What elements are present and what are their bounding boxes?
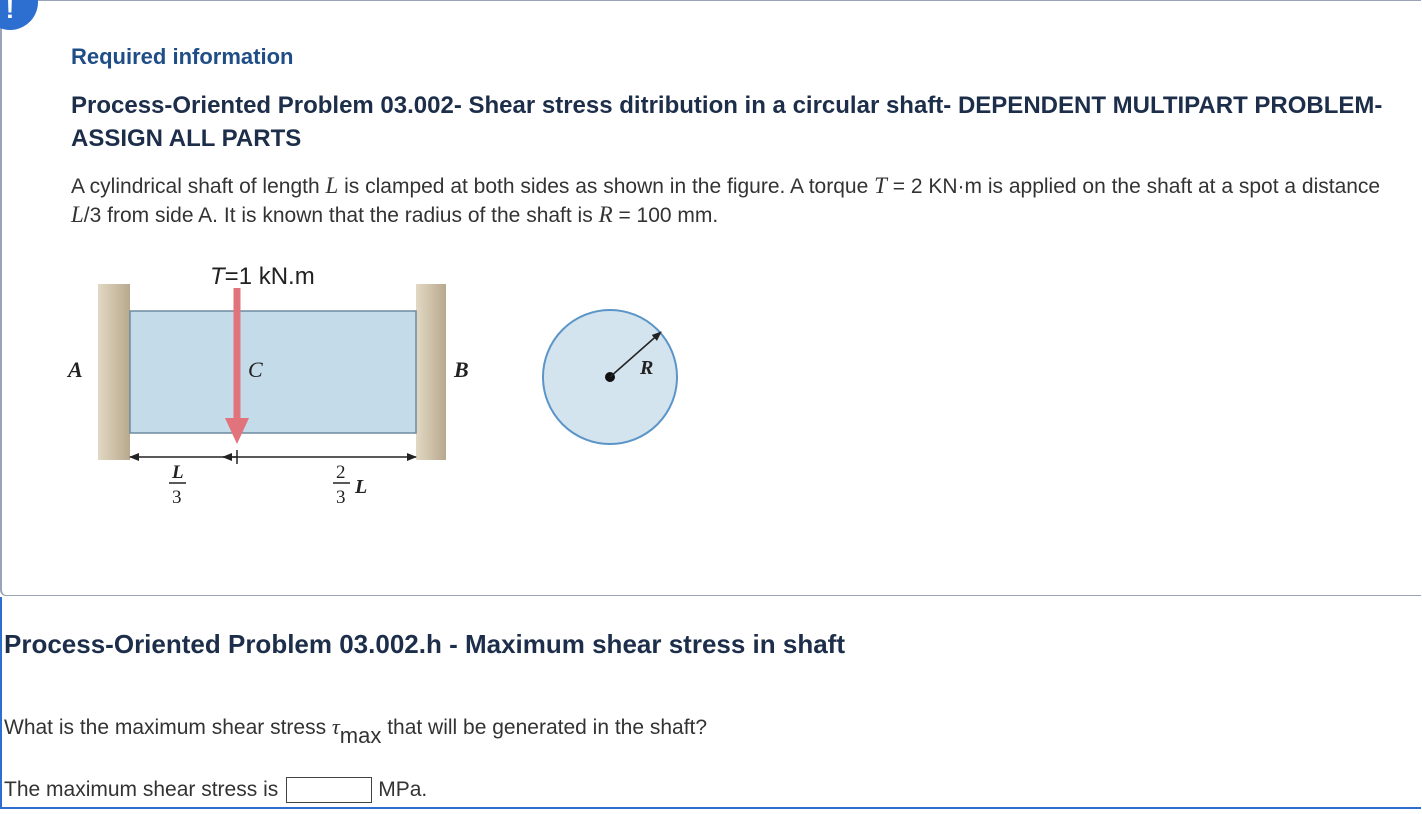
answer-unit: MPa. xyxy=(378,778,428,801)
required-info-title: Required information xyxy=(71,44,294,69)
question-text: What is the maximum shear stress $\tau_{max}$ that will be generated in the shaft? xyxy=(4,714,708,748)
dim1-numerator: L xyxy=(172,462,184,483)
right-wall xyxy=(416,284,446,460)
answer-label: The maximum shear stress is xyxy=(4,778,279,801)
label-a: A xyxy=(68,357,83,382)
dim1-denominator: 3 xyxy=(172,487,182,508)
torque-label: T=1 kN.m xyxy=(210,263,315,290)
answer-input[interactable] xyxy=(286,777,372,803)
label-c: C xyxy=(248,357,263,382)
left-wall xyxy=(98,284,130,460)
dim2-denominator: 3 xyxy=(336,487,346,508)
alert-icon: ! xyxy=(0,0,38,30)
answer-row xyxy=(4,777,427,803)
label-r: R xyxy=(640,357,654,379)
shaft-body xyxy=(130,311,416,433)
shaft-figure xyxy=(60,250,700,520)
problem-heading: Process-Oriented Problem 03.002- Shear stress ditribution in a circular shaft- DEPENDENT MULTIPART PROBLEM- ASSIGN ALL PARTS xyxy=(71,92,1383,152)
dim2-variable: L xyxy=(355,476,368,498)
dim2-numerator: 2 xyxy=(336,462,346,483)
part-heading: Process-Oriented Problem 03.002.h - Maximum shear stress in shaft xyxy=(4,629,845,659)
problem-description: A cylindrical shaft of length L is clamped at both sides as shown in the figure. A torque T = 2 KN·m is applied on the shaft at a spot a distance L/3 from side A. It is known that the radius of the shaft is R = 100 mm. xyxy=(71,173,1381,227)
label-b: B xyxy=(454,357,469,382)
